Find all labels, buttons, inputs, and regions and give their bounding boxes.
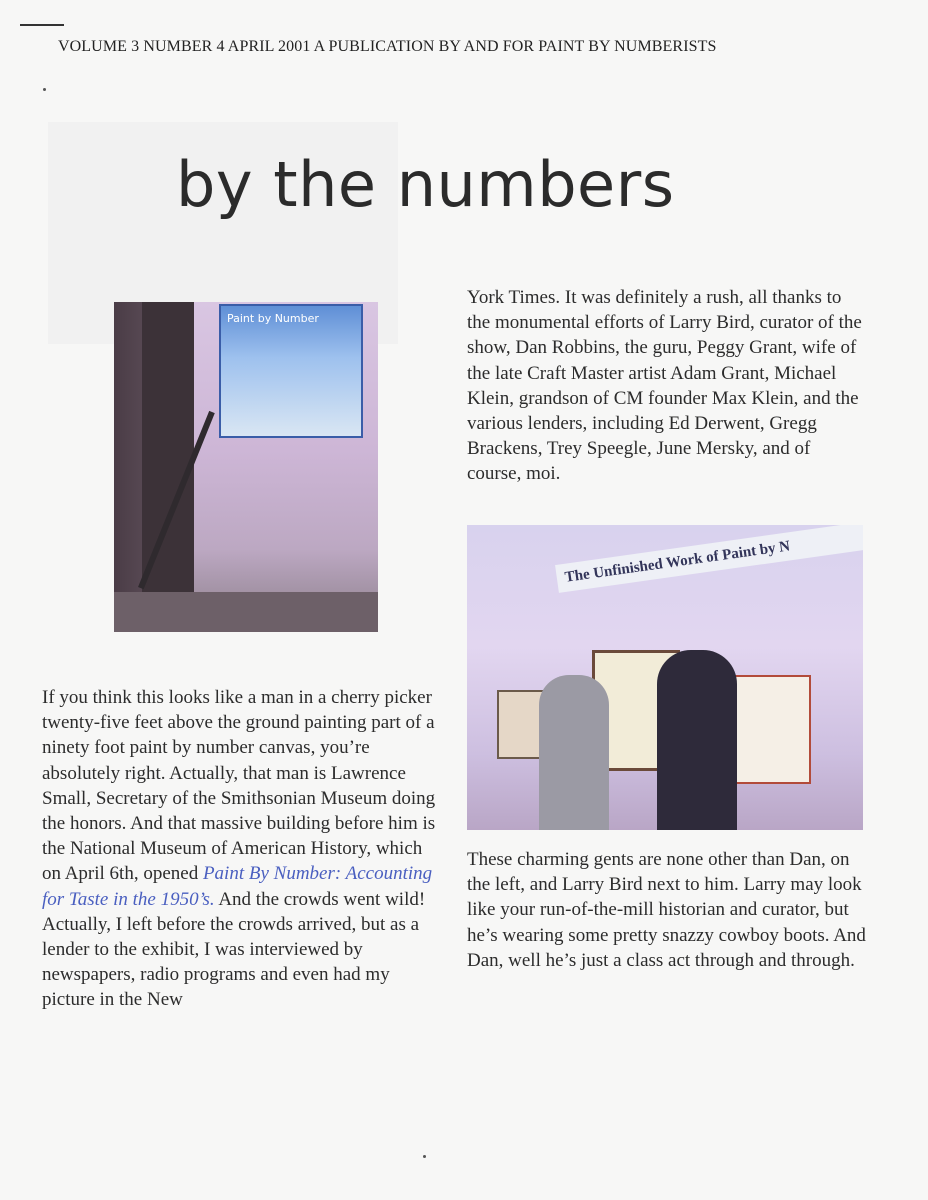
page-title: by the numbers: [176, 148, 675, 221]
article-left-column: [42, 685, 442, 1013]
exhibit-title: Paint By Number: Accounting for Taste in the 1950’s.: [42, 863, 433, 910]
article-text-1: If you think this looks like a man in a cherry picker twenty-five feet above the ground painting part of a ninety foot paint by number canvas, you’re absolutely right. Actually, that man is Lawrence Small, Secretary of the Smithsonian Museum doing the honors. And that massive building before him is the National Museum of American History, which on April 6th, opened: [42, 687, 436, 885]
photo-dan-and-larry: [467, 525, 863, 830]
masthead: VOLUME 3 NUMBER 4 APRIL 2001 A PUBLICATION BY AND FOR PAINT BY NUMBERISTS: [58, 38, 717, 55]
person-larry: [657, 650, 737, 830]
photo-cherry-picker: [114, 302, 378, 632]
ground: [114, 592, 378, 632]
scan-speck: [423, 1155, 426, 1158]
exhibit-banner: The Unfinished Work of Paint by N: [555, 525, 863, 593]
photo-caption: These charming gents are none other than Dan, on the left, and Larry Bird next to him. Larry may look like your run-of-the-mill historian and curator, but he’s wearing some pretty snazzy cowboy boots. And Dan, well he’s just a class act through and through.: [467, 849, 866, 971]
person-dan: [539, 675, 609, 830]
article-text-2: And the crowds went wild! Actually, I left before the crowds arrived, but as a lender to the exhibit, I was interviewed by newspapers, radio programs and even had my picture in the New: [42, 888, 426, 1011]
article-right-column: York Times. It was definitely a rush, all thanks to the monumental efforts of Larry Bird, curator of the show, Dan Robbins, the guru, Peggy Grant, wife of the late Craft Master artist Adam Grant, Michael Klein, grandson of CM founder Max Klein, and the various lenders, including Ed Derwent, Gregg Brackens, Trey Speegle, June Mersky, and of course, moi.: [467, 287, 862, 485]
canvas-sign-text: Paint by Number: [227, 312, 319, 325]
giant-canvas: [219, 304, 363, 438]
header-rule: [20, 24, 64, 26]
exhibit-placard: [729, 675, 811, 784]
scan-speck: [43, 88, 46, 91]
